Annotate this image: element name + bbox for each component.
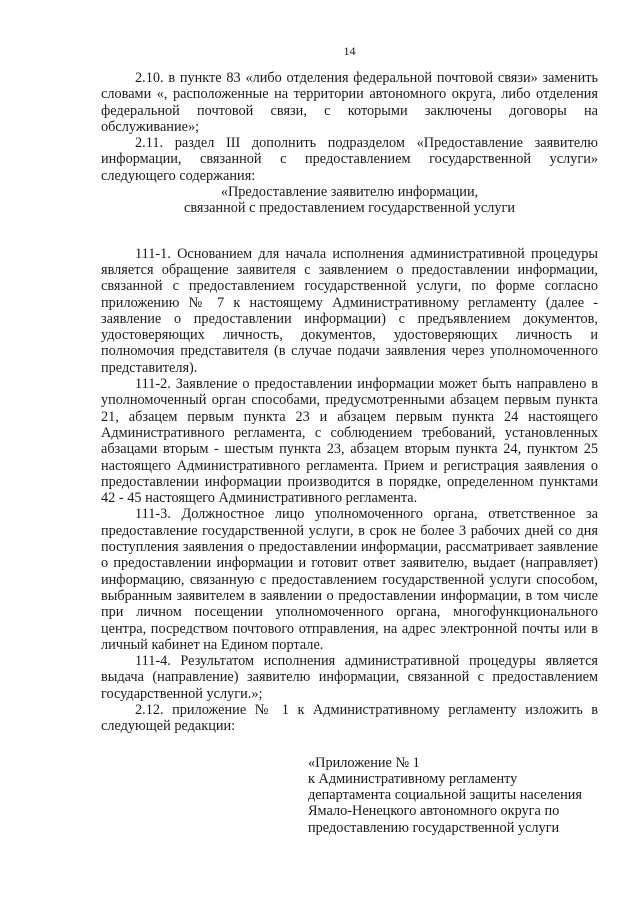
paragraph-2-12: 2.12. приложение № 1 к Административному регламенту изложить в следующей редакции: — [101, 701, 598, 735]
appendix-line-5: предоставлению государственной услуги — [308, 819, 560, 836]
paragraph-2-10: 2.10. в пункте 83 «либо отделения федеральной почтовой связи» заменить словами «, расположенные на территории автономного округа, либо отделения федеральной почтовой связи, с которыми заключены договоры на обслуживание»; — [101, 70, 598, 135]
section-heading — [101, 184, 598, 217]
appendix-line-1: «Приложение № 1 — [308, 754, 420, 771]
appendix-line-2: к Административному регламенту — [308, 770, 518, 787]
page-number: 14 — [343, 44, 356, 58]
appendix-line-3: департамента социальной защиты населения — [308, 787, 582, 804]
section-heading-line-2: связанной с предоставлением государственной услуги — [184, 200, 515, 217]
paragraph-111-2: 111-2. Заявление о предоставлении информации может быть направлено в уполномоченный орган способами, предусмотренными абзацем первым пункта 21, абзацем первым пункта 23 и абзацем первым пункта 24 настоящего Административного регламента, с соблюдением требований, установленных абзацами вторым - шестым пункта 23, абзацем вторым пункта 24, пунктом 25 настоящего Административного регламента. Прием и регистрация заявления о предоставлении информации производится в порядке, определенном пунктами 42 - 45 настоящего Административного регламента. — [101, 376, 598, 507]
paragraph-2-11: 2.11. раздел III дополнить подразделом «Предоставление заявителю информации, связанной с предоставлением государственной услуги» следующего содержания: — [101, 135, 598, 184]
document-body — [101, 70, 598, 836]
paragraph-111-1: 111-1. Основанием для начала исполнения административной процедуры является обращение заявителя с заявлением о предоставлении информации, связанной с предоставлением государственной услуги, по форме согласно приложению № 7 к настоящему Административному регламенту (далее - заявление о предоставлении информации) с предъявлением документов, удостоверяющих личность, документов, удостоверяющих личность и полномочия представителя (в случае подачи заявления через уполномоченного представителя). — [101, 245, 598, 376]
paragraph-111-3: 111-3. Должностное лицо уполномоченного органа, ответственное за предоставление государственной услуги, в срок не более 3 рабочих дней со дня поступления заявления о предоставлении информации, рассматривает заявление о предоставлении информации и готовит ответ заявителю, выдает (направляет) информацию, связанную с предоставлением государственной услуги способом, выбранным заявителем в заявлении о предоставлении информации, в том числе при личном посещении уполномоченного органа, многофункционального центра, посредством почтового отправления, на адрес электронной почты или в личный кабинет на Едином портале. — [101, 506, 598, 653]
document-page — [101, 0, 598, 905]
paragraph-111-4: 111-4. Результатом исполнения административной процедуры является выдача (направление) заявителю информации, связанной с предоставлением государственной услуги.»; — [101, 653, 598, 702]
appendix-line-4: Ямало-Ненецкого автономного округа по — [308, 803, 560, 820]
section-heading-line-1: «Предоставление заявителю информации, — [220, 184, 479, 201]
appendix-block — [308, 755, 598, 836]
